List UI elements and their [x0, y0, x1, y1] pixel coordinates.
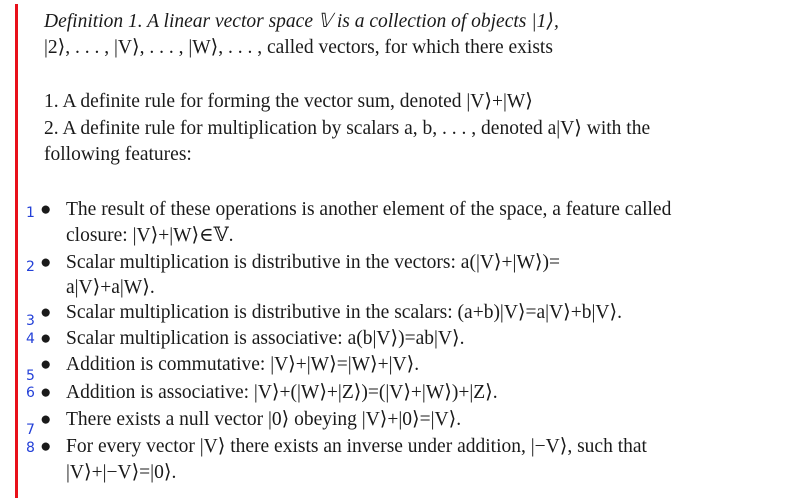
feature-1-line-2: closure: |V⟩+|W⟩∈𝕍.: [66, 225, 234, 246]
bullet: ●: [40, 409, 52, 430]
rule-2: 2. A definite rule for multiplication by scalars a, b, . . . , denoted a|V⟩ with the: [44, 118, 651, 139]
marker-1: 1: [26, 205, 35, 221]
feature-2-line-2: a|V⟩+a|W⟩.: [66, 277, 155, 298]
feature-6-line-1: Addition is associative: |V⟩+(|W⟩+|Z⟩)=(|V⟩+|W⟩)+|Z⟩.: [66, 382, 498, 403]
definition-text: A linear vector space 𝕍 is a collection of objects |1⟩,: [142, 11, 559, 32]
bullet: ●: [40, 382, 52, 403]
bullet: ●: [40, 252, 52, 273]
feature-7-line-1: There exists a null vector |0⟩ obeying |V⟩+|0⟩=|V⟩.: [66, 409, 462, 430]
definition-line-2: |2⟩, . . . , |V⟩, . . . , |W⟩, . . . , called vectors, for which there exists: [44, 37, 553, 58]
feature-8-line-1: For every vector |V⟩ there exists an inverse under addition, |−V⟩, such that: [66, 436, 647, 457]
marker-7: 7: [26, 422, 35, 438]
rule-2-continuation: following features:: [44, 144, 192, 165]
bullet: ●: [40, 302, 52, 323]
feature-4-line-1: Scalar multiplication is associative: a(b|V⟩)=ab|V⟩.: [66, 328, 465, 349]
marker-4: 4: [26, 331, 35, 347]
margin-rule: [15, 4, 18, 498]
marker-8: 8: [26, 440, 35, 456]
marker-5: 5: [26, 368, 35, 384]
definition-line-1: [44, 10, 559, 34]
marker-3: 3: [26, 313, 35, 329]
bullet: ●: [40, 328, 52, 349]
rule-1: 1. A definite rule for forming the vector sum, denoted |V⟩+|W⟩: [44, 91, 533, 112]
bullet: ●: [40, 199, 52, 220]
definition-label: Definition 1.: [44, 11, 143, 32]
marker-2: 2: [26, 259, 35, 275]
bullet: ●: [40, 354, 52, 375]
feature-3-line-1: Scalar multiplication is distributive in the scalars: (a+b)|V⟩=a|V⟩+b|V⟩.: [66, 302, 622, 323]
marker-6: 6: [26, 385, 35, 401]
feature-8-line-2: |V⟩+|−V⟩=|0⟩.: [66, 462, 177, 483]
bullet: ●: [40, 436, 52, 457]
feature-1-line-1: The result of these operations is another element of the space, a feature called: [66, 199, 672, 220]
feature-2-line-1: Scalar multiplication is distributive in the vectors: a(|V⟩+|W⟩)=: [66, 252, 560, 273]
feature-5-line-1: Addition is commutative: |V⟩+|W⟩=|W⟩+|V⟩.: [66, 354, 420, 375]
